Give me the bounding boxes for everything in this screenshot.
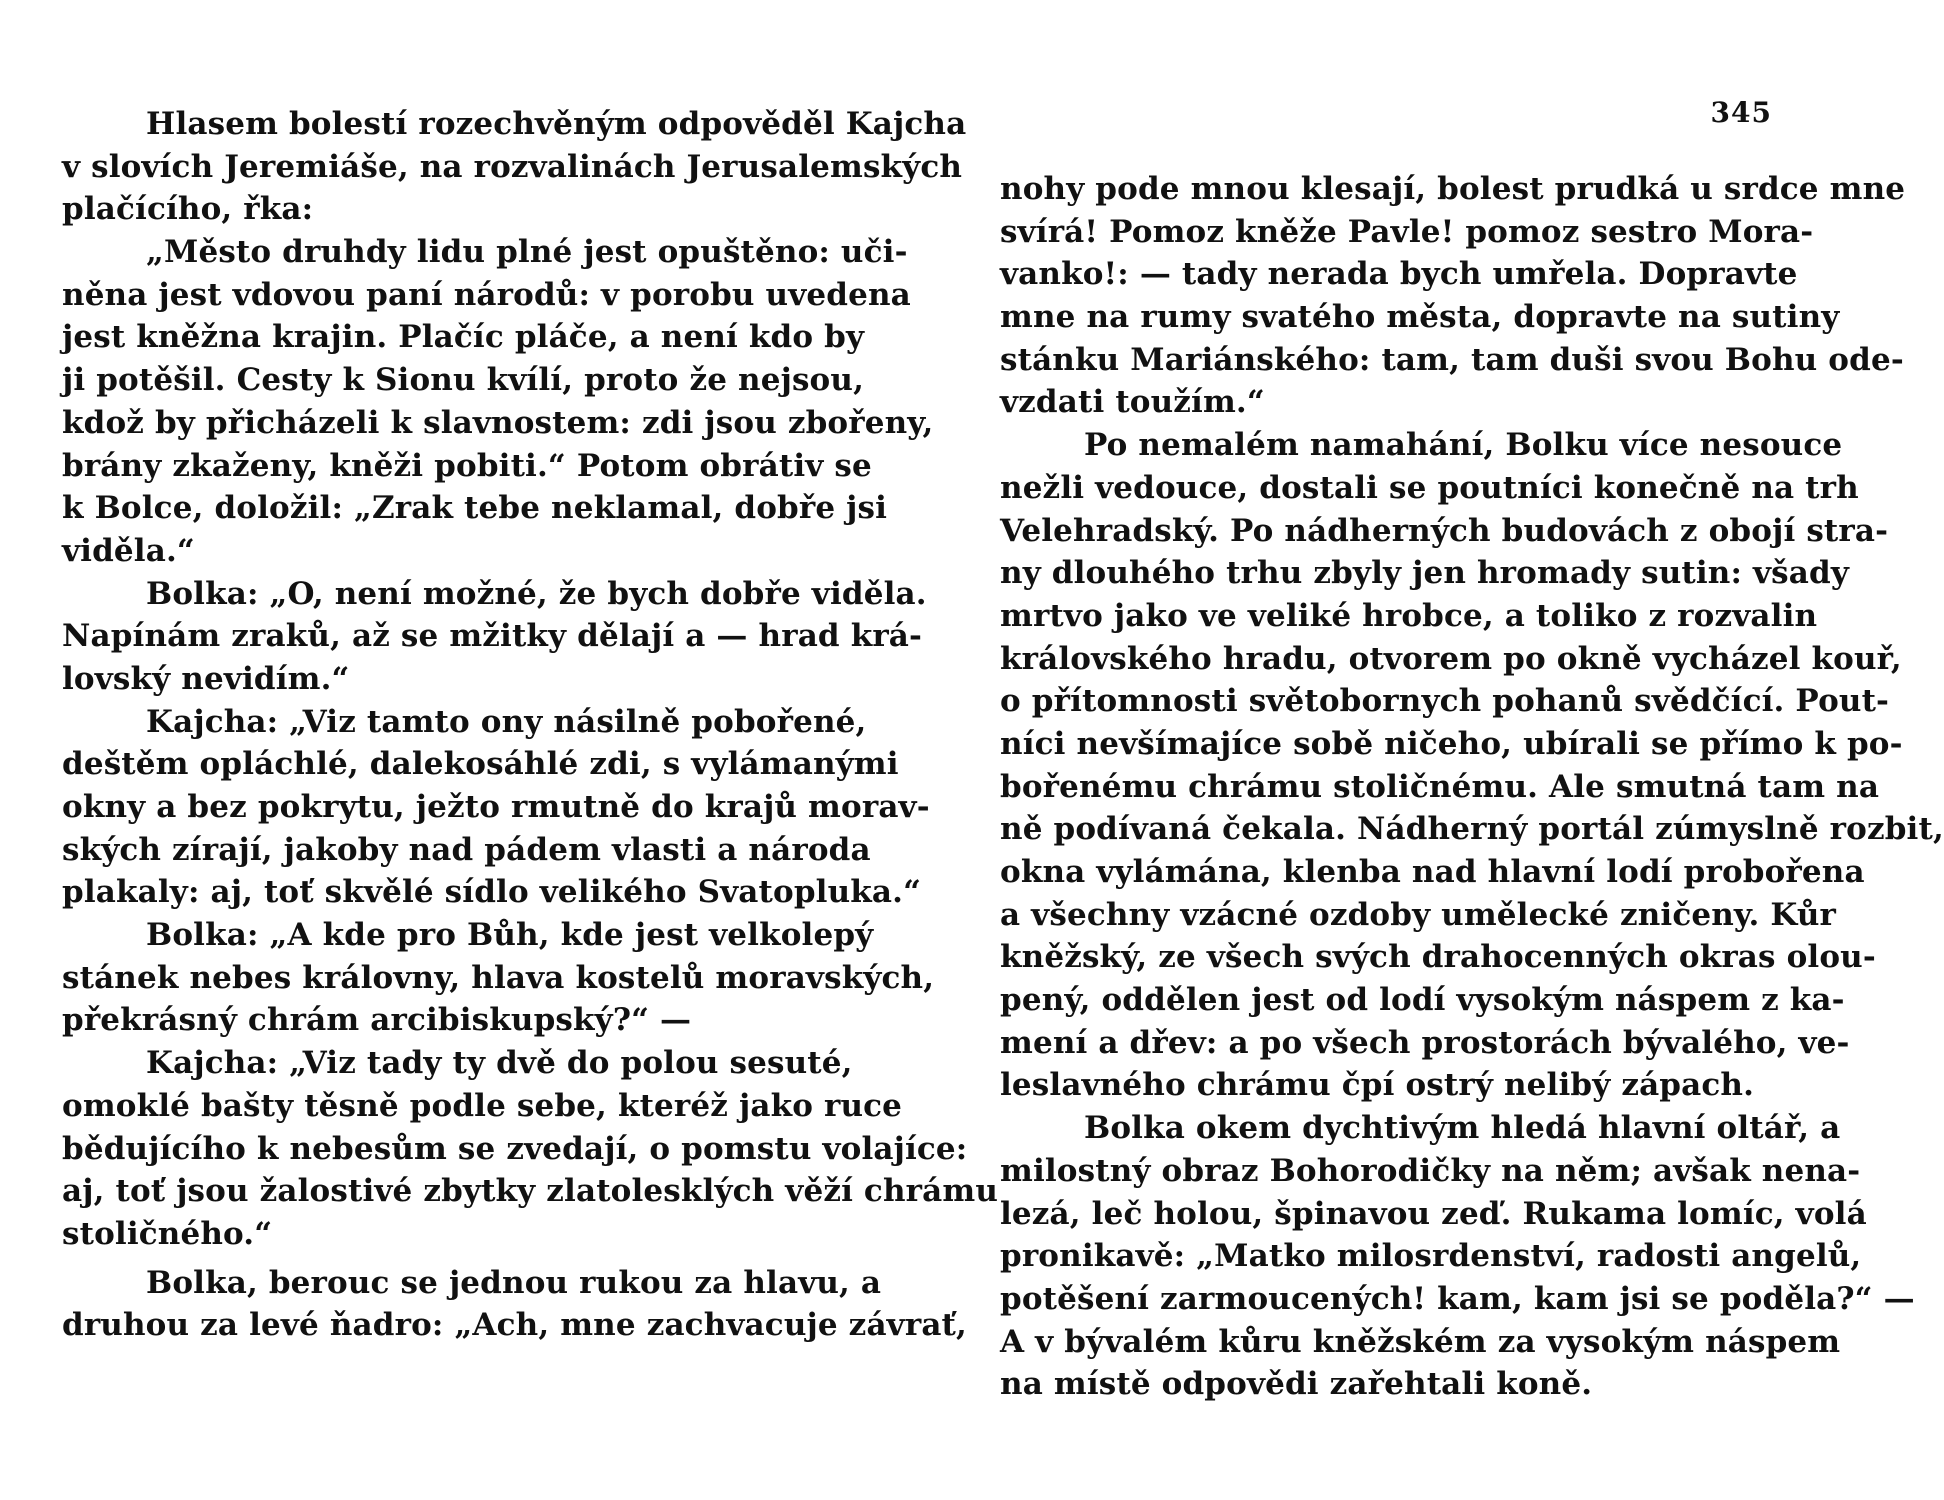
text-line: lezá, leč holou, špinavou zeď. Rukama lomíc, volá xyxy=(1000,1195,1867,1232)
text-line: Kajcha: „Viz tady ty dvě do polou sesuté, xyxy=(146,1045,853,1082)
text-line: k Bolce, doložil: „Zrak tebe neklamal, dobře jsi xyxy=(62,490,888,527)
text-line: pronikavě: „Matko milosrdenství, radosti angelů, xyxy=(1000,1238,1862,1275)
text-line: deštěm opláchlé, dalekosáhlé zdi, s vylámanými xyxy=(62,746,899,783)
text-line: okny a bez pokrytu, ježto rmutně do krajů morav- xyxy=(62,789,930,825)
text-line: okna vylámána, klenba nad hlavní lodí probořena xyxy=(1000,854,1865,890)
text-line: ských zírají, jakoby nad pádem vlasti a národa xyxy=(62,831,871,868)
text-line: Velehradský. Po nádherných budovách z obojí stra- xyxy=(1000,512,1889,549)
text-line: A v bývalém kůru kněžském za vysokým náspem xyxy=(1000,1323,1841,1360)
text-line: kdož by přicházeli k slavnostem: zdi jsou zbořeny, xyxy=(62,404,934,441)
text-line: stánku Mariánského: tam, tam duši svou Bohu ode- xyxy=(1000,341,1904,378)
text-line: omoklé bašty těsně podle sebe, kteréž jako ruce xyxy=(62,1087,903,1124)
right-page xyxy=(1000,0,1944,1500)
text-line: nežli vedouce, dostali se poutníci konečně na trh xyxy=(1000,469,1859,506)
text-line: Hlasem bolestí rozechvěným odpověděl Kajcha xyxy=(146,106,967,142)
text-line: Bolka: „O, není možné, že bych dobře viděla. xyxy=(146,575,927,612)
text-line: nohy pode mnou klesají, bolest prudká u srdce mne xyxy=(1000,171,1906,207)
text-line: plakaly: aj, toť skvělé sídlo velikého Svatopluka.“ xyxy=(62,874,922,911)
text-line: pený, oddělen jest od lodí vysokým náspem z ka- xyxy=(1000,982,1845,1019)
text-line: jest kněžna krajin. Plačíc pláče, a není kdo by xyxy=(62,319,865,356)
text-line: brány zkaženy, kněži pobiti.“ Potom obrátiv se xyxy=(62,447,872,484)
text-line: plačícího, řka: xyxy=(62,191,314,228)
page-number: 345 xyxy=(1710,96,1772,129)
right-page-text xyxy=(1000,168,1944,1406)
text-line: „Město druhdy lidu plné jest opuštěno: uči- xyxy=(146,234,908,271)
text-line: leslavného chrámu čpí ostrý nelibý zápach. xyxy=(1000,1067,1755,1104)
text-line: stánek nebes královny, hlava kostelů moravských, xyxy=(62,959,935,996)
text-line: bědujícího k nebesům se zvedají, o pomstu volajíce: xyxy=(62,1130,968,1167)
text-line: Kajcha: „Viz tamto ony násilně pobořené, xyxy=(146,703,867,740)
text-line: potěšení zarmoucených! kam, kam jsi se poděla?“ — xyxy=(1000,1280,1915,1317)
left-page-text xyxy=(62,103,999,1347)
text-line: viděla.“ xyxy=(62,532,195,569)
text-line: aj, toť jsou žalostivé zbytky zlatolesklých věží chrámu xyxy=(62,1173,999,1210)
text-line: Bolka okem dychtivým hledá hlavní oltář, a xyxy=(1084,1110,1841,1147)
text-line: královského hradu, otvorem po okně vycházel kouř, xyxy=(1000,640,1902,677)
text-line: níci nevšímajíce sobě ničeho, ubírali se přímo k po- xyxy=(1000,725,1903,762)
text-line: o přítomnosti světobornych pohanů svědčící. Pout- xyxy=(1000,683,1890,720)
text-line: milostný obraz Bohorodičky na něm; avšak nena- xyxy=(1000,1152,1861,1189)
text-line: Bolka: „A kde pro Bůh, kde jest velkolepý xyxy=(146,917,874,954)
text-line: na místě odpovědi zařehtali koně. xyxy=(1000,1366,1593,1403)
text-line: vzdati toužím.“ xyxy=(1000,384,1265,421)
text-line: bořenému chrámu stoličnému. Ale smutná tam na xyxy=(1000,768,1880,805)
left-page xyxy=(62,0,999,1500)
text-line: Po nemalém namahání, Bolku více nesouce xyxy=(1084,427,1843,464)
text-line: něna jest vdovou paní národů: v porobu uvedena xyxy=(62,276,911,313)
text-line: Bolka, berouc se jednou rukou za hlavu, a xyxy=(146,1264,882,1301)
text-line: druhou za levé ňadro: „Ach, mne zachvacuje závrať, xyxy=(62,1307,967,1344)
text-line: ně podívaná čekala. Nádherný portál zúmyslně rozbit, xyxy=(1000,811,1944,848)
text-line: překrásný chrám arcibiskupský?“ — xyxy=(62,1002,692,1039)
text-line: v slovích Jeremiáše, na rozvalinách Jerusalemských xyxy=(62,148,963,185)
text-line: kněžský, ze všech svých drahocenných okras olou- xyxy=(1000,939,1876,976)
text-line: ji potěšil. Cesty k Sionu kvílí, proto že nejsou, xyxy=(62,362,865,399)
text-line: mení a dřev: a po všech prostorách bývalého, ve- xyxy=(1000,1024,1850,1061)
text-line: lovský nevidím.“ xyxy=(62,660,350,697)
text-line: vanko!: — tady nerada bych umřela. Dopravte xyxy=(1000,256,1798,293)
text-line: Napínám zraků, až se mžitky dělají a — hrad krá- xyxy=(62,618,923,655)
text-line: svírá! Pomoz kněže Pavle! pomoz sestro Mora- xyxy=(1000,213,1814,250)
text-line: a všechny vzácné ozdoby umělecké zničeny. Kůr xyxy=(1000,896,1836,933)
text-line: mrtvo jako ve veliké hrobce, a toliko z rozvalin xyxy=(1000,597,1818,634)
text-line: ny dlouhého trhu zbyly jen hromady sutin: všady xyxy=(1000,555,1850,592)
text-line: mne na rumy svatého města, dopravte na sutiny xyxy=(1000,299,1840,336)
text-line: stoličného.“ xyxy=(62,1215,273,1252)
